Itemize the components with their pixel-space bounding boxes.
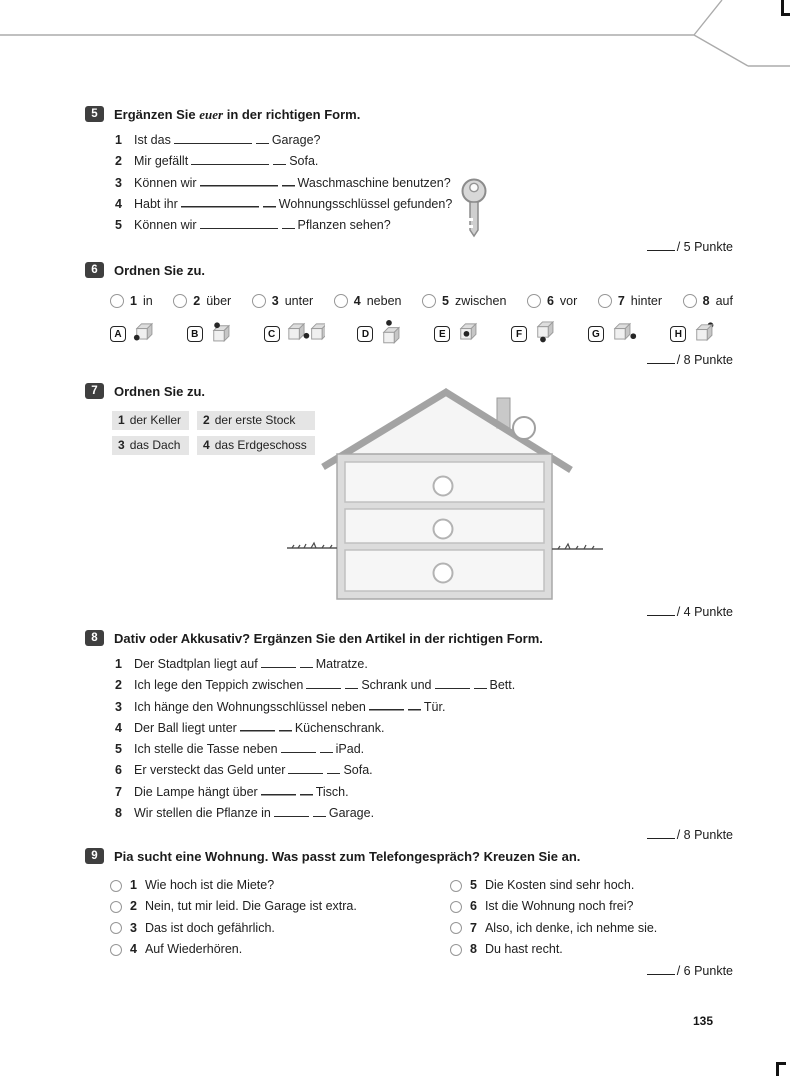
question-text: Also, ich denke, ich nehme sie. <box>484 920 658 935</box>
exercise-item <box>115 215 733 236</box>
answer-blank[interactable] <box>288 765 340 774</box>
item-text-segment: Ist das <box>134 133 171 147</box>
exercise-title <box>114 262 205 279</box>
item-text <box>134 173 451 194</box>
exercise-number-badge: 9 <box>85 848 104 864</box>
item-number: 2 <box>115 678 122 693</box>
exercise-item <box>115 151 733 172</box>
item-text-segment: Sofa. <box>343 763 373 778</box>
match-option <box>422 294 506 308</box>
question-number: 2 <box>130 899 137 914</box>
chip-number: 3 <box>118 438 125 452</box>
answer-blank[interactable] <box>181 199 276 208</box>
question-number: 6 <box>470 899 477 914</box>
points-row <box>85 964 733 978</box>
option-number: 3 <box>271 294 279 308</box>
option-number: 4 <box>353 294 361 308</box>
exercise-title <box>114 106 360 123</box>
points-label: / 4 Punkte <box>676 605 733 619</box>
option-word: hinter <box>630 294 663 308</box>
question-row <box>450 918 657 939</box>
item-number: 5 <box>115 742 122 757</box>
question-row <box>450 896 657 917</box>
match-option <box>173 294 231 308</box>
item-text <box>134 130 320 151</box>
answer-blank[interactable] <box>369 702 421 711</box>
item-text-segment: Pflanzen sehen? <box>297 218 391 233</box>
dot-above-box-icon <box>379 320 402 349</box>
option-word: vor <box>559 294 578 308</box>
question-row <box>450 939 657 960</box>
title-text-run: Pia sucht eine Wohnung. Was passt zum Telefongespräch? Kreuzen Sie an. <box>114 849 581 864</box>
radio-circle[interactable] <box>450 922 462 934</box>
letter-option <box>357 320 402 349</box>
option-number: 5 <box>442 294 449 308</box>
points-row <box>85 240 733 254</box>
item-text-segment: Tür. <box>423 699 446 714</box>
match-option <box>334 294 402 308</box>
letter-badge-a: A <box>110 326 126 342</box>
answer-blank[interactable] <box>191 156 286 165</box>
label-chip <box>112 436 189 455</box>
letter-badge-d: D <box>357 326 373 342</box>
exercise-item <box>115 173 733 194</box>
title-text-run: Ergänzen Sie <box>114 107 200 122</box>
question-number: 4 <box>130 941 137 956</box>
question-text: Wie hoch ist die Miete? <box>144 878 275 892</box>
item-text <box>134 194 452 215</box>
exercise-number-badge: 7 <box>85 383 104 399</box>
chip-text: der erste Stock <box>214 413 296 427</box>
radio-circle[interactable] <box>683 294 697 308</box>
exercise-title <box>114 630 543 647</box>
points-row <box>647 605 733 619</box>
question-number: 3 <box>130 920 137 935</box>
letter-option <box>588 321 639 347</box>
item-text-segment: Matratze. <box>315 657 368 671</box>
item-text-segment: Schrank und <box>361 678 432 693</box>
exercise-item <box>115 654 733 675</box>
radio-circle[interactable] <box>110 880 122 892</box>
chip-text: das Erdgeschoss <box>214 438 307 452</box>
match-option <box>683 294 733 308</box>
points-label: / 5 Punkte <box>676 240 733 255</box>
radio-circle[interactable] <box>450 944 462 956</box>
question-number: 5 <box>470 878 477 892</box>
item-text-segment: Bett. <box>489 678 516 693</box>
item-number: 4 <box>115 720 122 735</box>
question-number: 1 <box>130 878 137 892</box>
top-rule-chevron-decoration <box>0 0 790 70</box>
match-option <box>252 294 313 308</box>
question-text: Nein, tut mir leid. Die Garage ist extra. <box>144 899 357 914</box>
answer-circle-upper-floor[interactable] <box>434 477 453 496</box>
chip-text: das Dach <box>129 438 181 452</box>
item-text-segment: Ich hänge den Wohnungsschlüssel neben <box>134 699 366 714</box>
item-text-segment: Er versteckt das Geld unter <box>134 763 286 778</box>
radio-circle[interactable] <box>598 294 612 308</box>
option-word: über <box>206 294 232 308</box>
radio-circle[interactable] <box>527 294 541 308</box>
item-text <box>134 760 373 781</box>
points-label: / 8 Punkte <box>676 828 733 843</box>
radio-circle[interactable] <box>450 880 462 892</box>
option-word: in <box>142 294 153 308</box>
item-number: 8 <box>115 806 122 821</box>
exercise-title <box>114 383 205 400</box>
item-text-segment: Ich lege den Teppich zwischen <box>134 678 304 693</box>
letter-option <box>511 321 556 348</box>
radio-circle[interactable] <box>422 294 436 308</box>
item-text-segment: Können wir <box>134 218 197 233</box>
option-number: 7 <box>617 294 625 308</box>
radio-circle[interactable] <box>252 294 266 308</box>
item-number: 2 <box>115 154 122 169</box>
exercise-9 <box>85 848 733 978</box>
dot-behind-box-icon <box>692 321 715 347</box>
title-text-run: Ordnen Sie zu. <box>114 263 206 278</box>
question-number: 8 <box>470 941 477 956</box>
item-number: 3 <box>115 175 122 190</box>
chip-text: der Keller <box>129 413 182 427</box>
item-text-segment: Mir gefällt <box>134 154 189 169</box>
dot-between-boxes-icon <box>286 321 326 347</box>
answer-circle-roof[interactable] <box>513 417 535 439</box>
answer-blank[interactable] <box>306 680 358 689</box>
answer-blank[interactable] <box>240 723 292 732</box>
question-text: Das ist doch gefährlich. <box>144 920 275 935</box>
question-text: Ist die Wohnung noch frei? <box>484 899 634 914</box>
question-text: Du hast recht. <box>484 941 563 956</box>
exercise-item <box>115 739 733 760</box>
item-number: 5 <box>115 218 122 233</box>
radio-circle[interactable] <box>110 922 122 934</box>
chip-number: 2 <box>203 413 210 427</box>
item-text-segment: Der Ball liegt unter <box>134 720 237 735</box>
item-text-segment: Tisch. <box>315 784 349 799</box>
cropped-glyph-mark-bottom-right <box>776 1062 786 1076</box>
option-number: 1 <box>130 294 137 308</box>
dot-under-box-icon <box>533 321 556 348</box>
question-row <box>110 939 450 960</box>
exercise-title <box>114 848 580 865</box>
match-option <box>598 294 662 308</box>
exercise-number-badge: 5 <box>85 106 104 122</box>
exercise-6 <box>85 262 733 367</box>
radio-circle[interactable] <box>334 294 348 308</box>
item-number: 4 <box>115 196 122 211</box>
letter-option <box>434 321 479 347</box>
option-word: unter <box>284 294 314 308</box>
question-row <box>110 918 450 939</box>
exercise-item <box>115 760 733 781</box>
item-text-segment: Ich stelle die Tasse neben <box>134 742 278 757</box>
answer-blank[interactable] <box>200 220 295 229</box>
letter-badge-f: F <box>511 326 527 342</box>
exercise-item <box>115 194 733 215</box>
letter-badge-b: B <box>187 326 203 342</box>
item-text <box>134 151 318 172</box>
radio-circle[interactable] <box>110 294 124 308</box>
chip-number: 1 <box>118 413 125 427</box>
item-text-segment: Waschmaschine benutzen? <box>297 175 451 190</box>
match-option <box>110 294 153 308</box>
letter-option <box>264 321 326 347</box>
item-text-segment: Können wir <box>134 175 197 190</box>
title-text-run: euer <box>199 107 224 122</box>
question-number: 7 <box>470 920 477 935</box>
answer-circle-ground-floor[interactable] <box>434 520 453 539</box>
item-text <box>134 654 368 675</box>
item-text-segment: Küchenschrank. <box>294 720 385 735</box>
question-text: Auf Wiederhören. <box>144 941 243 956</box>
item-text <box>134 739 364 760</box>
item-text-segment: Wohnungsschlüssel gefunden? <box>278 196 453 211</box>
item-number: 7 <box>115 784 122 799</box>
exercise-item <box>115 130 733 151</box>
option-number: 2 <box>193 294 201 308</box>
title-text-run: in der richtigen Form. <box>223 107 361 122</box>
radio-circle[interactable] <box>450 901 462 913</box>
item-text-segment: iPad. <box>335 742 365 757</box>
points-row <box>85 353 733 367</box>
letter-badge-e: E <box>434 326 450 342</box>
title-text-run: Ordnen Sie zu. <box>114 384 206 399</box>
item-number: 6 <box>115 763 122 778</box>
radio-circle[interactable] <box>110 901 122 913</box>
item-text-segment: Der Stadtplan liegt auf <box>134 657 258 671</box>
exercise-5 <box>85 106 733 254</box>
exercise-item <box>115 675 733 696</box>
item-text <box>134 697 445 718</box>
item-number: 1 <box>115 657 122 671</box>
answer-blank[interactable] <box>281 744 333 753</box>
item-text-segment: Die Lampe hängt über <box>134 784 258 799</box>
option-number: 6 <box>546 294 554 308</box>
points-blank[interactable] <box>647 965 675 975</box>
letter-badge-g: G <box>588 326 604 342</box>
points-blank[interactable] <box>647 829 675 839</box>
points-label: / 8 Punkte <box>676 352 733 367</box>
dot-inside-box-icon <box>456 321 479 347</box>
exercise-8 <box>85 630 733 842</box>
dot-on-top-of-box-icon <box>209 321 232 347</box>
item-text-segment: Wir stellen die Pflanze in <box>134 806 271 821</box>
key-icon <box>457 178 491 245</box>
item-text <box>134 782 349 803</box>
house-cross-section-diagram <box>278 382 608 615</box>
label-chip <box>112 411 189 430</box>
exercise-item <box>115 697 733 718</box>
exercise-number-badge: 6 <box>85 262 104 278</box>
answer-circle-basement[interactable] <box>434 564 453 583</box>
letter-option <box>187 321 232 347</box>
item-text-segment: Garage. <box>328 806 375 821</box>
item-number: 3 <box>115 699 122 714</box>
dot-beside-box-icon <box>610 321 639 347</box>
item-text <box>134 803 374 824</box>
exercise-item <box>115 803 733 824</box>
answer-blank[interactable] <box>261 659 313 668</box>
chip-number: 4 <box>203 438 210 452</box>
answer-blank[interactable] <box>174 135 269 144</box>
letter-option <box>110 321 155 347</box>
item-text <box>134 215 391 236</box>
option-word: auf <box>715 294 733 308</box>
page-number: 135 <box>693 1014 714 1028</box>
points-blank[interactable] <box>647 606 675 616</box>
item-text-segment: Sofa. <box>289 154 319 169</box>
letter-badge-c: C <box>264 326 280 342</box>
cropped-glyph-mark-top-right <box>781 0 790 16</box>
letter-badge-h: H <box>670 326 686 342</box>
dot-in-front-of-box-icon <box>132 321 155 347</box>
exercise-item <box>115 718 733 739</box>
question-row <box>110 875 450 896</box>
points-label: / 6 Punkte <box>676 964 733 979</box>
match-option <box>527 294 577 308</box>
question-row <box>110 896 450 917</box>
answer-blank[interactable] <box>200 178 295 187</box>
option-number: 8 <box>702 294 710 308</box>
points-row <box>85 828 733 842</box>
item-text-segment: Garage? <box>271 133 321 147</box>
item-number: 1 <box>115 133 122 147</box>
exercise-number-badge: 8 <box>85 630 104 646</box>
title-text-run: Dativ oder Akkusativ? Ergänzen Sie den Artikel in der richtigen Form. <box>114 631 543 646</box>
question-text: Die Kosten sind sehr hoch. <box>484 878 635 892</box>
exercise-7 <box>85 383 733 623</box>
option-word: neben <box>366 294 402 308</box>
question-row <box>450 875 657 896</box>
answer-blank[interactable] <box>261 787 313 796</box>
radio-circle[interactable] <box>173 294 187 308</box>
item-text-segment: Habt ihr <box>134 196 178 211</box>
answer-blank[interactable] <box>435 680 487 689</box>
answer-blank[interactable] <box>274 808 326 817</box>
exercise-item <box>115 782 733 803</box>
radio-circle[interactable] <box>110 944 122 956</box>
option-word: zwischen <box>454 294 507 308</box>
letter-option <box>670 321 715 347</box>
item-text <box>134 675 515 696</box>
item-text <box>134 718 384 739</box>
points-blank[interactable] <box>647 354 675 364</box>
points-blank[interactable] <box>647 241 675 251</box>
